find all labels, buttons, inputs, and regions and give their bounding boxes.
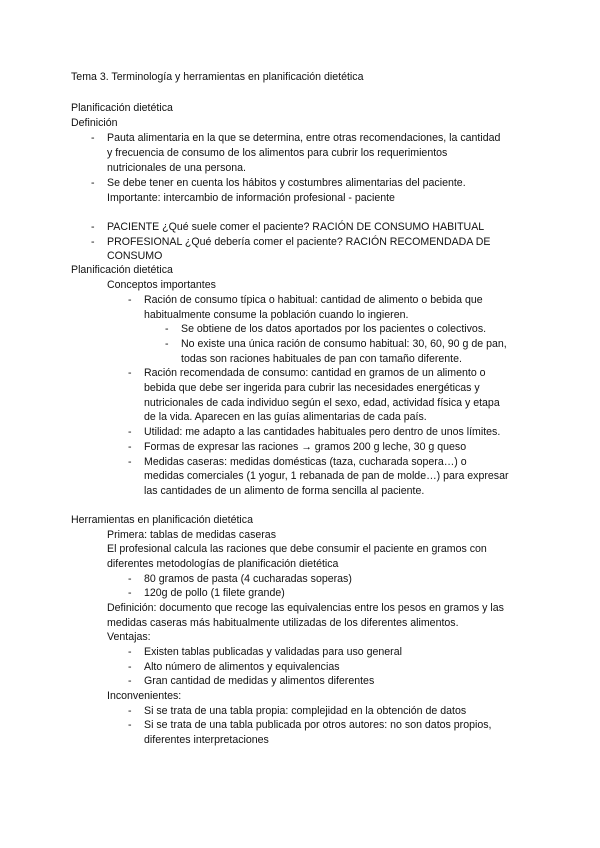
document-title: Tema 3. Terminología y herramientas en planificación dietética — [71, 71, 364, 83]
bullet-dash: - — [128, 661, 132, 673]
bullet-text: Utilidad: me adapto a las cantidades habituales pero dentro de unos límites. — [144, 426, 501, 438]
bullet-text: Gran cantidad de medidas y alimentos diferentes — [144, 675, 375, 687]
bullet-text: 120g de pollo (1 filete grande) — [144, 587, 285, 599]
bullet-text: Si se trata de una tabla publicada por otros autores: no son datos propios, — [144, 719, 492, 731]
bullet-text: Se obtiene de los datos aportados por los pacientes o colectivos. — [181, 323, 487, 335]
bullet-text: diferentes interpretaciones — [144, 734, 269, 746]
bullet-dash: - — [91, 221, 95, 233]
paragraph-text: Definición: documento que recoge las equivalencias entre los pesos en gramos y las — [107, 602, 504, 614]
bullet-text: Alto número de alimentos y equivalencias — [144, 661, 340, 673]
bullet-dash: - — [91, 132, 95, 144]
bullet-dash: - — [128, 719, 132, 731]
subheading: Inconvenientes: — [107, 690, 182, 702]
bullet-text: Ración de consumo típica o habitual: cantidad de alimento o bebida que — [144, 294, 483, 306]
bullet-text: nutricionales de cada individuo según el sexo, edad, actividad física y etapa — [144, 397, 500, 409]
bullet-text: Si se trata de una tabla propia: complejidad en la obtención de datos — [144, 705, 467, 717]
bullet-text: PACIENTE ¿Qué suele comer el paciente? RACIÓN DE CONSUMO HABITUAL — [107, 221, 485, 233]
bullet-text: y frecuencia de consumo de los alimentos para cubrir los requerimientos — [107, 147, 448, 159]
bullet-text: Importante: intercambio de información profesional - paciente — [107, 192, 395, 204]
bullet-dash: - — [128, 426, 132, 438]
bullet-text: bebida que debe ser ingerida para cubrir las necesidades energéticas y — [144, 382, 480, 394]
bullet-text: medidas comerciales (1 yogur, 1 rebanada de pan de molde…) para expresar — [144, 470, 509, 482]
subheading: Conceptos importantes — [107, 279, 216, 291]
bullet-text: No existe una única ración de consumo habitual: 30, 60, 90 g de pan, — [181, 338, 507, 350]
bullet-dash: - — [91, 177, 95, 189]
bullet-dash: - — [91, 236, 95, 248]
bullet-text: Pauta alimentaria en la que se determina, entre otras recomendaciones, la cantidad — [107, 132, 501, 144]
bullet-dash: - — [165, 338, 169, 350]
bullet-dash: - — [128, 441, 132, 453]
paragraph-text: El profesional calcula las raciones que debe consumir el paciente en gramos con — [107, 543, 487, 555]
bullet-dash: - — [128, 456, 132, 468]
bullet-dash: - — [128, 705, 132, 717]
bullet-text: habitualmente consume la población cuando lo ingieren. — [144, 309, 409, 321]
bullet-text: Medidas caseras: medidas domésticas (taza, cucharada sopera…) o — [144, 456, 467, 468]
bullet-dash: - — [128, 294, 132, 306]
bullet-dash: - — [128, 646, 132, 658]
paragraph-text: diferentes metodologías de planificación dietética — [107, 558, 339, 570]
subheading: Definición — [71, 117, 118, 129]
bullet-text: Existen tablas publicadas y validadas para uso general — [144, 646, 402, 658]
bullet-text: Formas de expresar las raciones → gramos 200 g leche, 30 g queso — [144, 441, 467, 453]
bullet-dash: - — [128, 367, 132, 379]
section-heading: Herramientas en planificación dietética — [71, 514, 253, 526]
paragraph-text: medidas caseras más habitualmente utilizadas de los diferentes alimentos. — [107, 617, 459, 629]
bullet-dash: - — [128, 587, 132, 599]
bullet-text: PROFESIONAL ¿Qué debería comer el paciente? RACIÓN RECOMENDADA DE — [107, 236, 491, 248]
section-heading: Planificación dietética — [71, 264, 173, 276]
bullet-text: de la vida. Aparecen en las guías alimentarias de cada país. — [144, 411, 427, 423]
bullet-text: nutricionales de una persona. — [107, 162, 246, 174]
bullet-text: las cantidades de un alimento de forma sencilla al paciente. — [144, 485, 425, 497]
section-heading: Planificación dietética — [71, 102, 173, 114]
bullet-text: 80 gramos de pasta (4 cucharadas soperas) — [144, 573, 352, 585]
bullet-dash: - — [128, 573, 132, 585]
bullet-text: CONSUMO — [107, 250, 163, 262]
bullet-text: Ración recomendada de consumo: cantidad en gramos de un alimento o — [144, 367, 486, 379]
bullet-dash: - — [165, 323, 169, 335]
bullet-text: Se debe tener en cuenta los hábitos y costumbres alimentarias del paciente. — [107, 177, 466, 189]
subheading: Ventajas: — [107, 631, 151, 643]
bullet-dash: - — [128, 675, 132, 687]
bullet-text: todas son raciones habituales de pan con tamaño diferente. — [181, 353, 462, 365]
subheading: Primera: tablas de medidas caseras — [107, 529, 276, 541]
